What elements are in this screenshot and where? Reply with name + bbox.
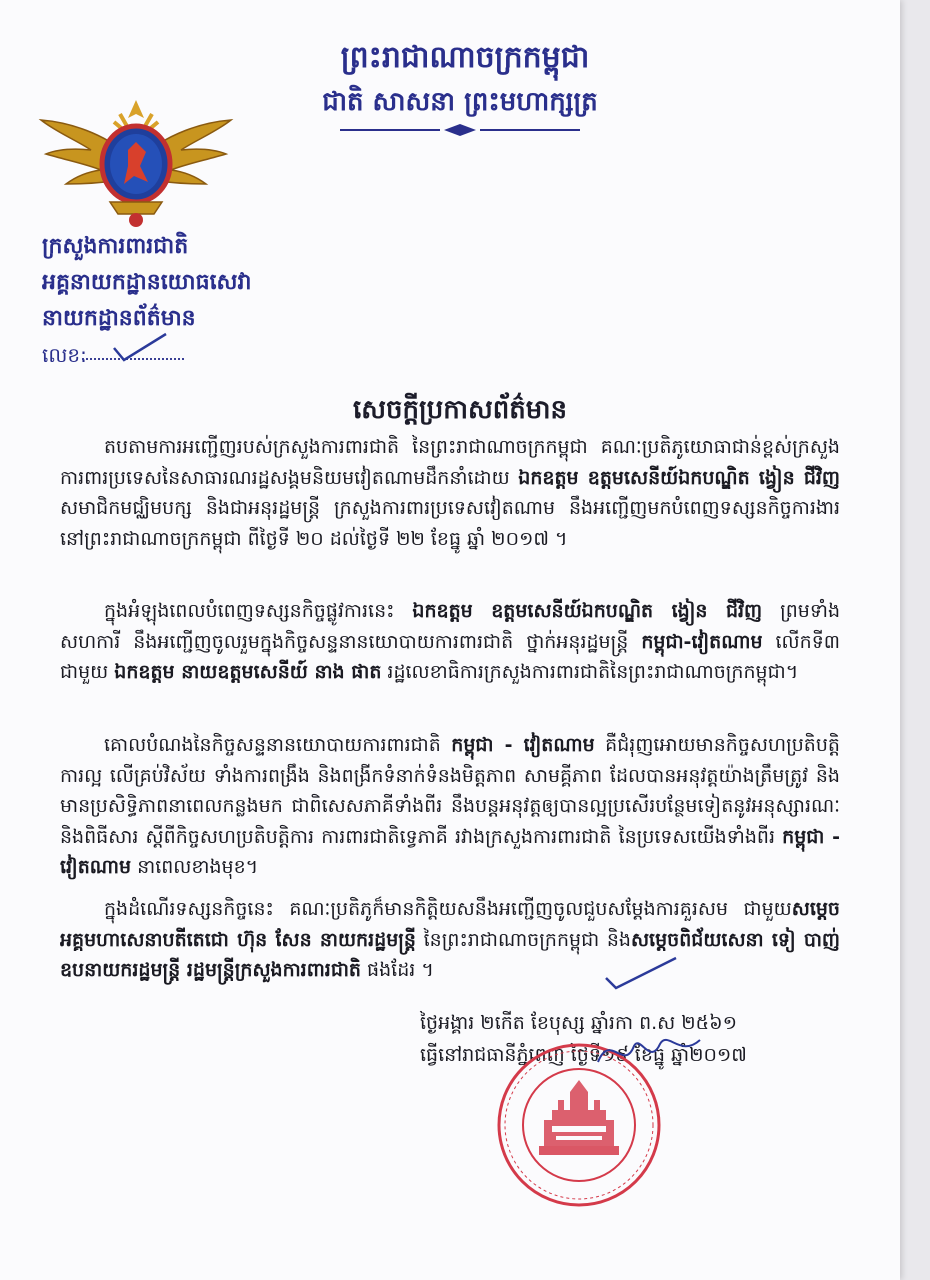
paragraph-1: [60, 432, 840, 554]
bold-text-run: សម្ដេចអគ្គមហាសេនាបតីតេជោ ហ៊ុន សែន នាយករដ្ឋមន្ត្រី: [60, 898, 840, 951]
text-run: គោលបំណងនៃកិច្ចសន្ទនានយោបាយការពារជាតិ: [104, 734, 452, 756]
document-title: សេចក្ដីប្រកាសព័ត៌មាន: [352, 395, 568, 425]
bold-text-run: សម្ដេចពិជ័យសេនា ទៀ បាញ់ ឧបនាយករដ្ឋមន្ត្រី រដ្ឋមន្ត្រីក្រសួងការពារជាតិ: [60, 928, 841, 981]
divider-ornament: [340, 122, 580, 138]
text-run: ផងដែរ ។: [361, 959, 434, 981]
ministry-emblem: [36, 92, 236, 232]
text-run: នៃព្រះរាជាណាចក្រកម្ពុជា និង: [415, 928, 631, 951]
text-run: តបតាមការអញ្ជើញរបស់ក្រសួងការពារជាតិ នៃព្រះរាជាណាចក្រកម្ពុជា គណៈប្រតិភូយោធាជាន់ខ្ពស់ក្រសួងការពារប្រទេសនៃសាធារណរដ្ឋសង្គមនិយមវៀតណាមដឹកនាំដោយ: [60, 436, 840, 489]
bold-text-run: កម្ពុជា - វៀតណាម: [60, 825, 840, 878]
bold-text-run: កម្ពុជា-វៀតណាម: [641, 630, 763, 653]
text-run: គឺជំរុញអោយមានកិច្ចសហប្រតិបត្តិការល្អ លើគ្រប់វិស័យ ទាំងការពង្រឹង និងពង្រីកទំនាក់ទំនងមិត្តភាព សាមគ្គីភាព ដែលបានអនុវត្តយ៉ាងត្រឹមត្រូវ និងមានប្រសិទ្ធិភាពនាពេលកន្លងមក ជាពិសេសភាគីទាំងពីរ នឹងបន្តអនុវត្តឲ្យបានល្អប្រសើរបន្ថែមទៀតនូវអនុស្សារណៈ និងពិធីសារ ស្ដីពីកិច្ចសហប្រតិបត្តិការ ការពារជាតិទ្វេភាគី រវាងក្រសួងការពារជាតិ នៃប្រទេសយើងទាំងពីរ: [60, 734, 840, 848]
department-name: នាយកដ្ឋានព័ត៌មាន: [42, 306, 196, 331]
lunar-date: ថ្ងៃអង្គារ ២កើត ខែបុស្ស ឆ្នាំរកា ព.ស ២៥៦១: [420, 1012, 737, 1034]
general-department-name: អគ្គនាយកដ្ឋានយោធសេវា: [42, 270, 252, 295]
pen-tick-icon: [110, 330, 170, 366]
text-run: សមាជិកមជ្ឈិមបក្ស និងជាអនុរដ្ឋមន្ត្រី ក្រសួងការពារប្រទេសវៀតណាម នឹងអញ្ជើញមកបំពេញទស្សនកិច្ចការងារនៅព្រះរាជាណាចក្រកម្ពុជា ពីថ្ងៃទី ២០ ដល់ថ្ងៃទី ២២ ខែធ្នូ ឆ្នាំ ២០១៧ ។: [60, 497, 840, 550]
text-run: ក្នុងអំឡុងពេលបំពេញទស្សនកិច្ចផ្លូវការនេះ: [104, 600, 413, 622]
bold-text-run: កម្ពុជា - វៀតណាម: [451, 734, 595, 756]
pen-tick-icon: [596, 952, 686, 992]
reference-number-label: លេខ:: [42, 343, 87, 367]
bold-text-run: ឯកឧត្តម នាយឧត្តមសេនីយ៍ នាង ផាត: [114, 661, 382, 683]
bold-text-run: ឯកឧត្តម ឧត្តមសេនីយ៍ឯកបណ្ឌិត ង្វៀន ជីវិញ: [412, 600, 763, 622]
bold-text-run: ឯកឧត្តម ឧត្តមសេនីយ៍ឯកបណ្ឌិត ង្វៀន ជីវិញ: [518, 466, 840, 489]
signature: [590, 1022, 710, 1082]
ministry-name: ក្រសួងការពារជាតិ: [42, 234, 189, 259]
paragraph-4: [60, 894, 840, 986]
text-run: នាពេលខាងមុខ។: [131, 856, 259, 878]
solar-date: ធ្វើនៅរាជធានីភ្នំពេញ ថ្ងៃទី១៩ ខែធ្នូ ឆ្នាំ២០១៧: [420, 1044, 747, 1066]
text-run: ព្រមទាំងសហការី នឹងអញ្ជើញចូលរួមក្នុងកិច្ចសន្ទនានយោបាយការពារជាតិ ថ្នាក់អនុរដ្ឋមន្ត្រី: [60, 600, 841, 653]
text-run: រដ្ឋលេខាធិការក្រសួងការពារជាតិនៃព្រះរាជាណាចក្រកម្ពុជា។: [381, 661, 799, 683]
text-run: ក្នុងដំណើរទស្សនកិច្ចនេះ គណៈប្រតិភូក៏មានកិត្តិយសនឹងអញ្ជើញចូលជួបសម្ដែងការគួរសម ជាមួយ: [104, 898, 792, 920]
paragraph-3: [60, 730, 840, 883]
paragraph-2: [60, 596, 840, 688]
kingdom-heading: ព្រះរាជាណាចក្រកម្ពុជា: [340, 40, 590, 75]
motto-heading: ជាតិ សាសនា ព្រះមហាក្សត្រ: [322, 87, 598, 117]
text-run: លើកទី៣ ជាមួយ: [60, 630, 840, 683]
